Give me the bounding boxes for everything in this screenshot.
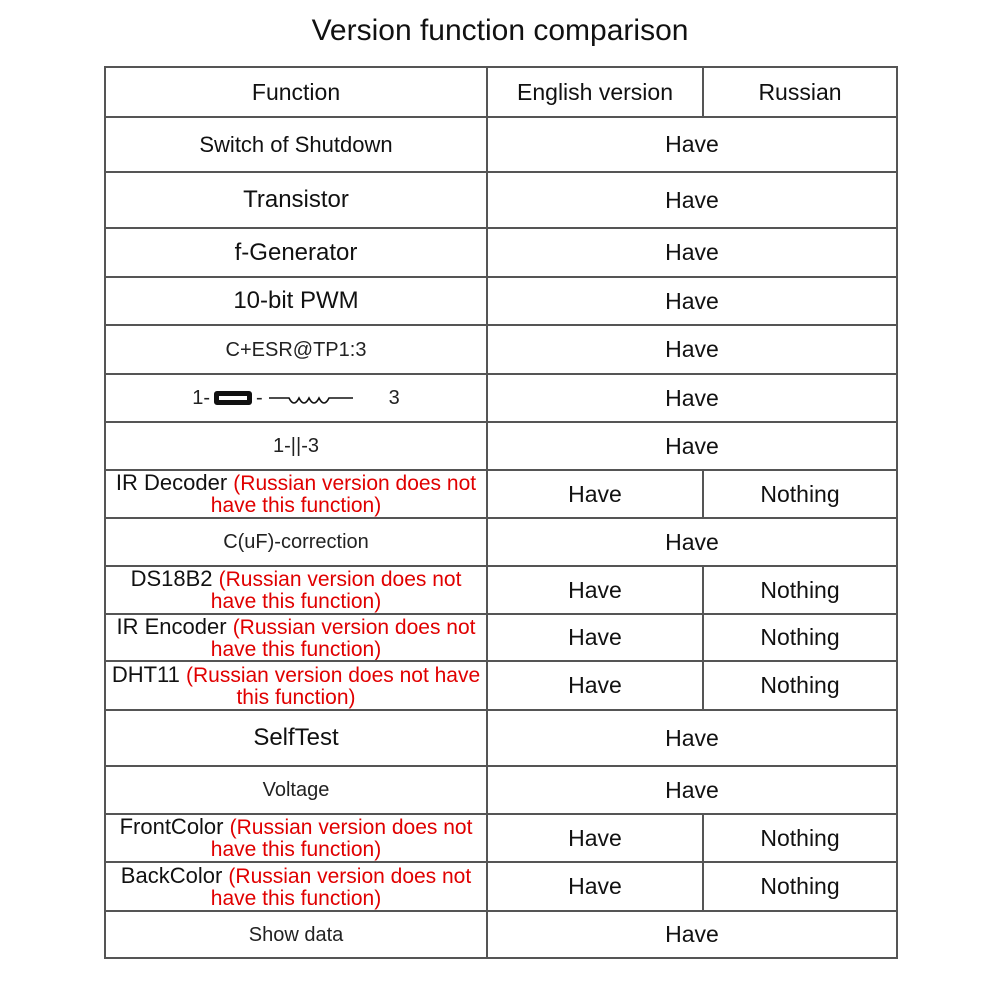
table-row (105, 661, 897, 710)
russian-cell: Nothing (703, 862, 897, 911)
value-cell: Have (487, 710, 897, 766)
function-cell: Transistor (105, 172, 487, 228)
function-cell: C+ESR@TP1:3 (105, 325, 487, 374)
symbol-left-label: 1- (192, 387, 210, 409)
value-cell: Have (487, 117, 897, 172)
function-note: (Russian version does not have this function) (210, 568, 462, 613)
table-row (105, 710, 897, 766)
function-note: (Russian version does not have this function) (186, 663, 481, 709)
symbol-right-label: 3 (388, 387, 400, 409)
resistor-icon (214, 391, 252, 405)
table-row (105, 172, 897, 228)
component-symbol (192, 387, 400, 409)
function-label: IR Encoder (116, 614, 227, 639)
header-function: Function (105, 67, 487, 117)
function-note: (Russian version does not have this function) (210, 816, 473, 861)
function-cell (105, 470, 487, 518)
table-row (105, 277, 897, 325)
english-cell: Have (487, 566, 703, 614)
value-cell: Have (487, 172, 897, 228)
function-cell: SelfTest (105, 710, 487, 766)
function-cell: 10-bit PWM (105, 277, 487, 325)
function-note: (Russian version does not have this function) (210, 864, 472, 910)
table-row (105, 518, 897, 566)
function-label: DS18B2 (130, 566, 213, 591)
function-cell (105, 862, 487, 911)
russian-cell: Nothing (703, 661, 897, 710)
function-note: (Russian version does not have this function) (210, 472, 477, 517)
comparison-table (104, 66, 898, 959)
table-row (105, 862, 897, 911)
inductor-coil-icon (267, 388, 355, 408)
value-cell: Have (487, 422, 897, 470)
table-row (105, 814, 897, 862)
table-header-row (105, 67, 897, 117)
value-cell: Have (487, 374, 897, 422)
table-row (105, 566, 897, 614)
english-cell: Have (487, 614, 703, 661)
english-cell: Have (487, 470, 703, 518)
table-row (105, 374, 897, 422)
function-cell (105, 374, 487, 422)
function-label: FrontColor (119, 814, 224, 839)
function-label: BackColor (120, 862, 223, 888)
value-cell: Have (487, 766, 897, 814)
value-cell: Have (487, 325, 897, 374)
page-title: Version function comparison (311, 14, 689, 47)
russian-cell: Nothing (703, 814, 897, 862)
russian-cell: Nothing (703, 614, 897, 661)
value-cell: Have (487, 277, 897, 325)
table-row (105, 325, 897, 374)
function-cell (105, 661, 487, 710)
function-cell: f-Generator (105, 228, 487, 277)
english-cell: Have (487, 862, 703, 911)
value-cell: Have (487, 518, 897, 566)
function-cell: Show data (105, 911, 487, 958)
function-label: IR Decoder (115, 470, 228, 495)
table-row (105, 228, 897, 277)
function-cell: C(uF)-correction (105, 518, 487, 566)
english-cell: Have (487, 814, 703, 862)
function-cell: 1-||-3 (105, 422, 487, 470)
russian-cell: Nothing (703, 566, 897, 614)
table-row (105, 117, 897, 172)
table-row (105, 614, 897, 661)
function-cell (105, 566, 487, 614)
function-cell: Voltage (105, 766, 487, 814)
value-cell: Have (487, 228, 897, 277)
table-row (105, 766, 897, 814)
function-note: (Russian version does not have this function) (210, 615, 476, 661)
table-row (105, 470, 897, 518)
russian-cell: Nothing (703, 470, 897, 518)
function-cell (105, 614, 487, 661)
function-label: DHT11 (111, 661, 180, 687)
table-row (105, 422, 897, 470)
header-english: English version (487, 67, 703, 117)
header-russian: Russian (703, 67, 897, 117)
table-row (105, 911, 897, 958)
value-cell: Have (487, 911, 897, 958)
function-cell: Switch of Shutdown (105, 117, 487, 172)
symbol-mid-label: - (256, 387, 263, 409)
function-cell (105, 814, 487, 862)
english-cell: Have (487, 661, 703, 710)
